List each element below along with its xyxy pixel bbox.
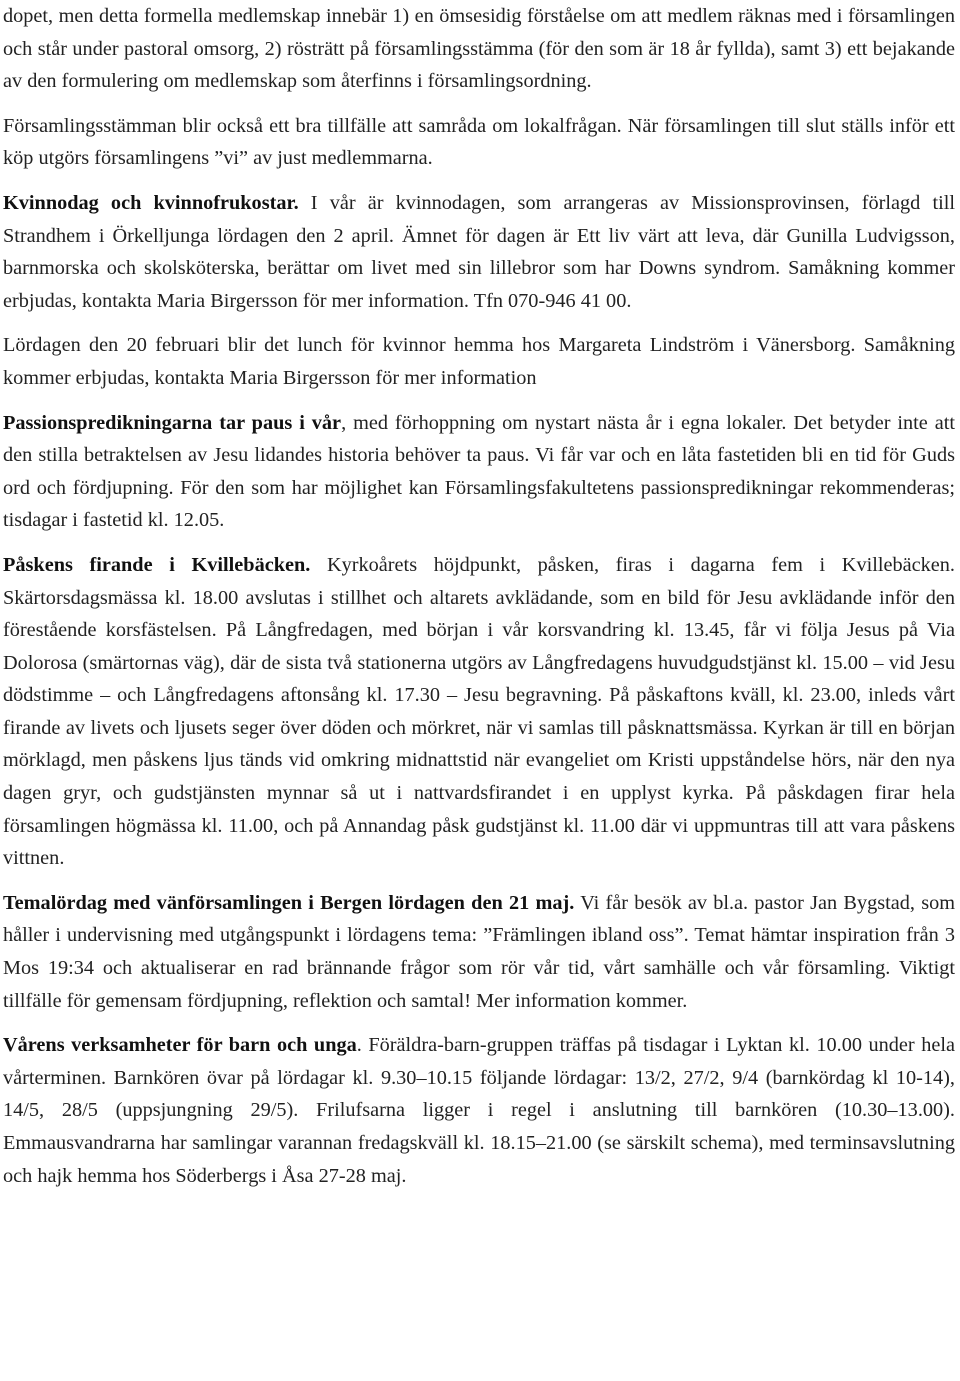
paragraph-text: Lördagen den 20 februari blir det lunch för kvinnor hemma hos Margareta Lindström i Vänersborg. Samåkning kommer erbjudas, kontakta Maria Birgersson för mer information bbox=[3, 334, 955, 389]
paragraph-spring-activities bbox=[3, 1029, 955, 1192]
paragraph-text: dopet, men detta formella medlemskap innebär 1) en ömsesidig förståelse om att medlem räknas med i församlingen och står under pastoral omsorg, 2) rösträtt på församlingsstämma (för den som är 18 år fyllda), samt 3) ett bejakande av den formulering om medlemskap som återfinns i församlingsordning. bbox=[3, 5, 955, 93]
paragraph-passion-sermons bbox=[3, 407, 955, 537]
paragraph-heading: Påskens firande i Kvillebäcken. bbox=[3, 553, 311, 576]
paragraph-church-meeting bbox=[3, 110, 955, 175]
paragraph-text: Vi får besök av bl.a. pastor Jan Bygstad, som håller i undervisning med utgångspunkt i lördagens tema: ”Främlingen ibland oss”. Temat hämtar inspiration från 3 Mos 19:34 och aktualiserar en rad brännande frågor som rör vår tid, vårt samhälle och vår församling. Viktigt tillfälle för gemensam fördjupning, reflektion och samtal! Mer information kommer. bbox=[3, 891, 956, 1012]
paragraph-womens-lunch bbox=[3, 329, 955, 394]
paragraph-text: , med förhoppning om nystart nästa år i egna lokaler. Det betyder inte att den stilla betraktelsen av Jesu lidandes historia behöver ta paus. Vi får var och en låta fastetiden bli en tid för Guds ord och fördjupning. För den som har möjlighet kan Församlingsfakultetens passionspredikningar rekommenderas; tisdagar i fastetid kl. 12.05. bbox=[3, 411, 956, 532]
paragraph-heading: Passionspredikningarna tar paus i vår bbox=[3, 411, 342, 434]
paragraph-heading: Vårens verksamheter för barn och unga bbox=[3, 1034, 357, 1057]
paragraph-text: I vår är kvinnodagen, som arrangeras av Missionsprovinsen, förlagd till Strandhem i Örkelljunga lördagen den 2 april. Ämnet för dagen är Ett liv värt att leva, där Gunilla Ludvigsson, barnmorska och skolsköterska, berättar om livet med sin lillebror som har Downs syndrom. Samåkning kommer erbjudas, kontakta Maria Birgersson för mer information. Tfn 070-946 41 00. bbox=[3, 191, 955, 312]
paragraph-heading: Kvinnodag och kvinnofrukostar. bbox=[3, 191, 299, 214]
paragraph-text: . Föräldra-barn-gruppen träffas på tisdagar i Lyktan kl. 10.00 under hela vårterminen. Barnkören övar på lördagar kl. 9.30–10.15 följande lördagar: 13/2, 27/2, 9/4 (barnkördag kl 10-14), 14/5, 28/5 (uppsjungning 29/5). Frilufsarna ligger i regel i anslutning till barnkören (10.30–13.00). Emmausvandrarna har samlingar varannan fredagskväll kl. 18.15–21.00 (se särskilt schema), med terminsavslutning och hajk hemma hos Söderbergs i Åsa 27-28 maj. bbox=[3, 1034, 955, 1187]
document-page bbox=[3, 0, 955, 1192]
paragraph-text: Församlingsstämman blir också ett bra tillfälle att samråda om lokalfrågan. När församlingen till slut ställs inför ett köp utgörs församlingens ”vi” av just medlemmarna. bbox=[3, 114, 955, 170]
paragraph-theme-saturday bbox=[3, 887, 955, 1017]
paragraph-text: Kyrkoårets höjdpunkt, påsken, firas i dagarna fem i Kvillebäcken. Skärtorsdagsmässa kl. 18.00 avslutas i stillhet och altarets avklädande, som en bild för Jesu avklädande inför den förestående korsfästelsen. På Långfredagen, med början i vår korsvandring kl. 13.45, får vi följa Jesus på Via Dolorosa (smärtornas väg), där de sista två stationerna utgörs av Långfredagens huvudgudstjänst kl. 15.00 – vid Jesu dödstimme – och Långfredagens aftonsång kl. 17.30 – Jesu begravning. På påskaftons kväll, kl. 23.00, inleds vårt firande av livets och ljusets seger över döden och mörkret, när vi samlas till påsknattsmässa. Kyrkan är till en början mörklagd, men påskens ljus tänds vid omkring midnattstid när evangeliet om Kristi uppståndelse hörs, när den nya dagen gryr, och gudstjänsten mynnar så ut i nattvardsfirandet i en upplyst kyrka. På påskdagen firar hela församlingen högmässa kl. 11.00, och på Annandag påsk gudstjänst kl. 11.00 där vi uppmuntras till att vara påskens vittnen. bbox=[3, 553, 955, 870]
paragraph-womens-day bbox=[3, 187, 955, 317]
paragraph-easter bbox=[3, 549, 955, 875]
paragraph-heading: Temalördag med vänförsamlingen i Bergen lördagen den 21 maj. bbox=[3, 891, 575, 914]
paragraph-membership bbox=[3, 0, 955, 98]
